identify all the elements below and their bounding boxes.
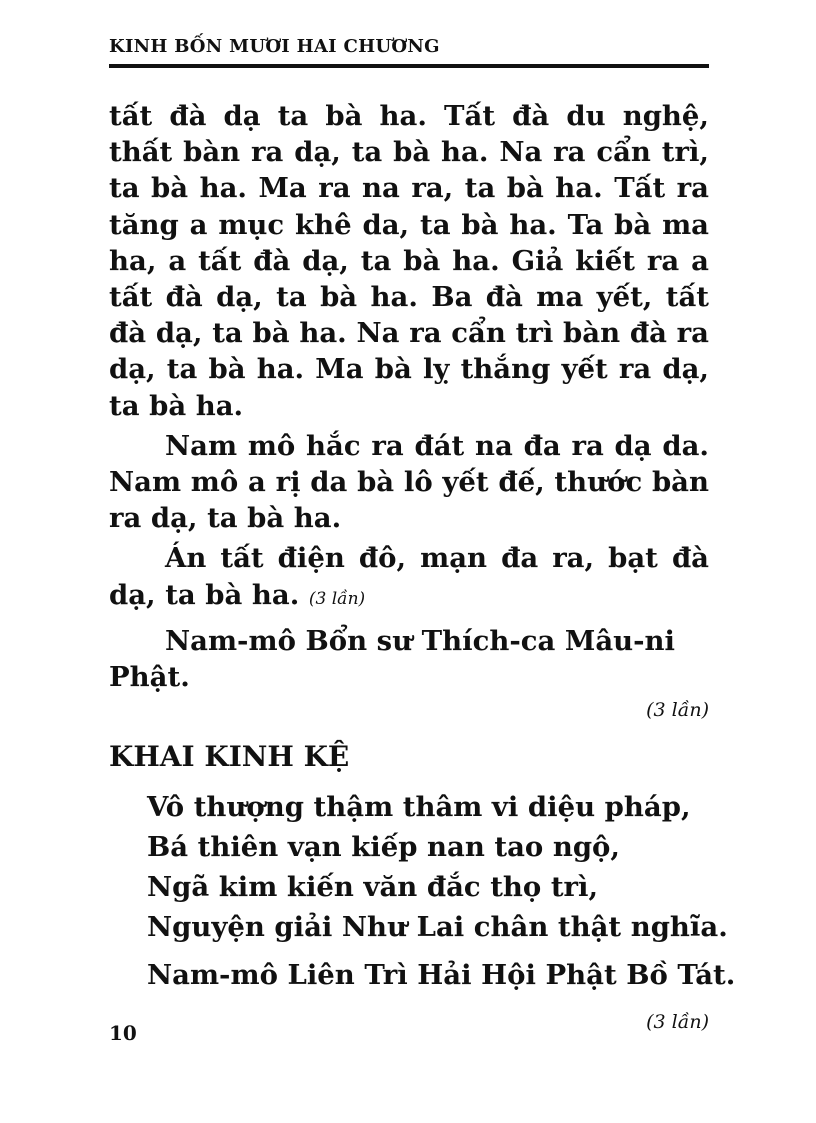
verse-line: Bá thiên vạn kiếp nan tao ngộ,	[147, 831, 620, 864]
opening-verse	[109, 787, 728, 947]
section-title: KHAI KINH KỆ	[109, 740, 350, 774]
an-paragraph-text: Án tất điện đô, mạn đa ra, bạt đà dạ, ta bà ha.	[109, 542, 709, 611]
repeat-note: (3 lần)	[308, 588, 366, 609]
verse-line: Ngã kim kiến văn đắc thọ trì,	[147, 871, 599, 904]
verse-line: Vô thượng thậm thâm vi diệu pháp,	[147, 791, 691, 824]
running-head-title: KINH BỐN MƯƠI HAI CHƯƠNG	[109, 36, 440, 57]
book-page	[109, 0, 736, 1123]
homage-shakyamuni: Nam-mô Bổn sư Thích-ca Mâu-ni Phật.	[109, 624, 675, 694]
page-number: 10	[109, 1021, 137, 1045]
repeat-note-homage2: (3 lần)	[646, 1011, 709, 1034]
namo-paragraph: Nam mô hắc ra đát na đa ra dạ da. Nam mô a rị da bà lô yết đế, thước bàn ra dạ, ta bà ha.	[109, 429, 709, 535]
page-body	[109, 98, 736, 1049]
mantra-paragraph: tất đà dạ ta bà ha. Tất đà du nghệ, thất bàn ra dạ, ta bà ha. Na ra cẩn trì, ta bà ha. Ma ra na ra, ta bà ha. Tất ra tăng a mục khê da, ta bà ha. Ta bà ma ha, a tất đà dạ, ta bà ha. Giả kiết ra a tất đà dạ, ta bà ha. Ba đà ma yết, tất đà dạ, ta bà ha. Na ra cẩn trì bàn đà ra dạ, ta bà ha. Ma bà lỵ thắng yết ra dạ, ta bà ha.	[109, 100, 709, 422]
repeat-note-homage1: (3 lần)	[646, 699, 709, 722]
homage-lotus-assembly: Nam-mô Liên Trì Hải Hội Phật Bồ Tát.	[147, 959, 736, 992]
header-rule	[109, 64, 709, 68]
an-paragraph	[109, 540, 709, 616]
verse-line: Nguyện giải Như Lai chân thật nghĩa.	[147, 911, 728, 944]
